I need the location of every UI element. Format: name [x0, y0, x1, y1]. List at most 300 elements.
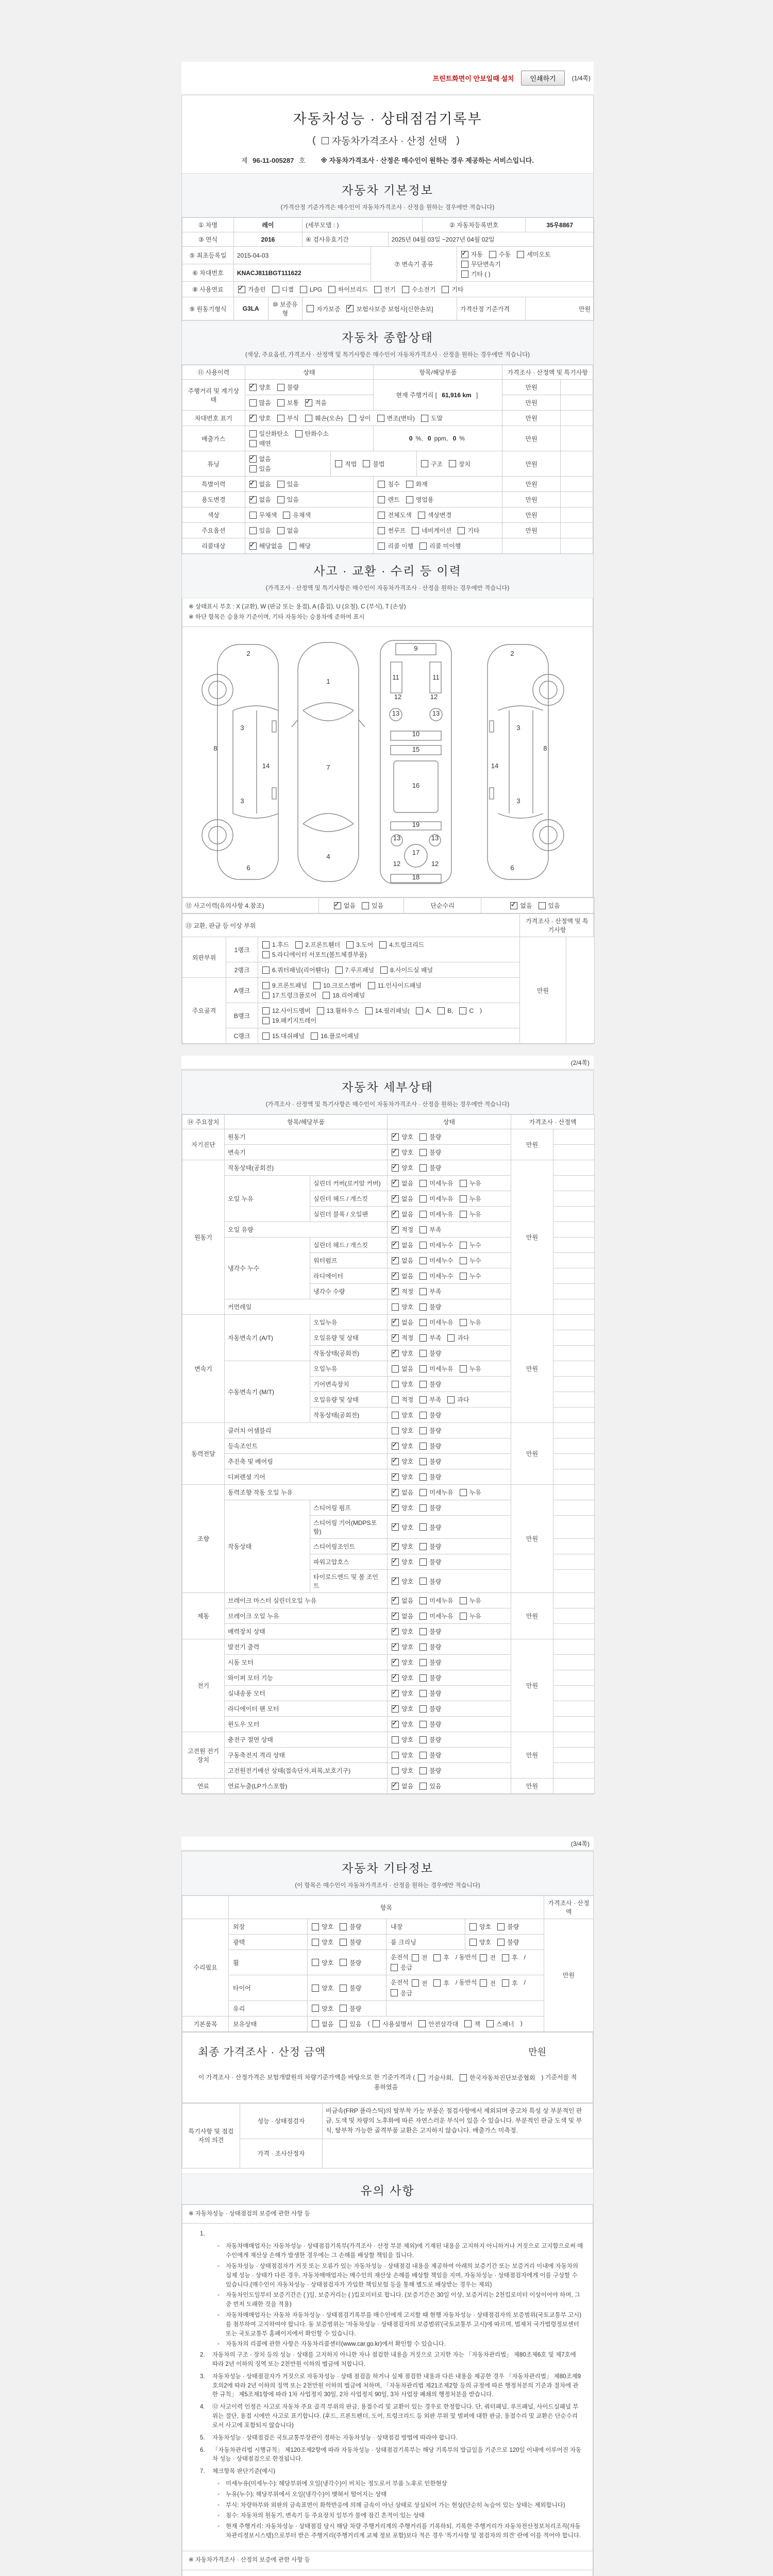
checkbox-option[interactable] — [392, 1704, 413, 1713]
memo-cell — [553, 1299, 595, 1315]
memo-cell — [553, 1454, 595, 1469]
checkbox-option[interactable] — [392, 1380, 413, 1388]
state-cell — [416, 451, 502, 477]
checkbox-option[interactable] — [249, 414, 271, 422]
print-button[interactable]: 인쇄하기 — [521, 71, 564, 86]
checkbox-option[interactable] — [378, 526, 406, 535]
subitem-label: 실린더 헤드 / 개스킷 — [310, 1191, 388, 1207]
checkbox-option[interactable] — [365, 1006, 410, 1015]
checkbox-option[interactable] — [277, 495, 299, 504]
checkbox-option[interactable] — [392, 1210, 413, 1218]
checkbox-option[interactable] — [461, 250, 483, 259]
checkbox-option[interactable] — [460, 1256, 481, 1265]
checkbox-option[interactable] — [249, 398, 271, 407]
note-number: 6. — [200, 2447, 205, 2453]
checkbox-label: 3.도어 — [356, 941, 374, 949]
checkbox-option[interactable] — [317, 1006, 359, 1015]
checkbox-option[interactable] — [249, 526, 271, 535]
checkbox-icon — [262, 951, 270, 958]
item-label: 냉각수 누수 — [225, 1238, 310, 1299]
checkbox-option[interactable] — [323, 991, 365, 999]
checkbox-option[interactable] — [419, 1642, 441, 1651]
checkbox-option[interactable] — [377, 414, 415, 422]
checkbox-option[interactable] — [449, 460, 470, 468]
checkbox-option[interactable] — [391, 1963, 412, 1972]
checkbox-option[interactable] — [460, 1241, 481, 1249]
emission-values — [374, 426, 502, 451]
checkbox-option[interactable] — [249, 439, 271, 448]
checkbox-option[interactable] — [262, 1016, 316, 1025]
checkbox-icon — [469, 1939, 477, 1946]
checkbox-option[interactable] — [392, 1523, 413, 1532]
checkbox-option[interactable] — [458, 526, 479, 535]
checkbox-icon — [277, 384, 284, 391]
checkbox-option[interactable] — [312, 2004, 333, 2013]
checkbox-option[interactable] — [392, 1782, 413, 1790]
checkbox-option[interactable] — [502, 1953, 518, 1962]
checkbox-option[interactable] — [442, 285, 463, 294]
state-cell — [245, 380, 374, 395]
checkbox-option[interactable] — [295, 940, 340, 949]
checkbox-option[interactable] — [419, 1194, 453, 1203]
checkbox-option[interactable] — [340, 1958, 361, 1967]
checkbox-option[interactable] — [419, 1163, 441, 1172]
col-header-blank — [182, 1896, 229, 1919]
checkbox-icon — [238, 286, 245, 293]
checkbox-option[interactable] — [419, 1179, 453, 1188]
checkbox-option[interactable] — [419, 1751, 441, 1759]
checkbox-option[interactable] — [346, 304, 433, 313]
checkbox-icon — [419, 1659, 427, 1666]
checkbox-option[interactable] — [249, 383, 271, 392]
checkbox-option[interactable] — [313, 981, 362, 990]
checkbox-option[interactable] — [412, 1953, 428, 1962]
checkbox-option[interactable] — [392, 1596, 413, 1605]
checkbox-option[interactable] — [392, 1132, 413, 1141]
checkbox-option[interactable] — [497, 1922, 519, 1931]
checkbox-option[interactable] — [419, 1210, 453, 1218]
checkbox-option[interactable] — [277, 480, 299, 488]
checkbox-icon — [419, 1350, 427, 1357]
checkbox-option[interactable] — [378, 495, 399, 504]
checkbox-option[interactable] — [419, 1442, 441, 1450]
checkbox-icon — [249, 496, 257, 503]
checkbox-option[interactable] — [418, 511, 451, 519]
state-cell — [388, 1701, 511, 1717]
checkbox-option[interactable] — [374, 285, 396, 294]
checkbox-option[interactable] — [312, 1938, 333, 1946]
checkbox-option[interactable] — [392, 1225, 413, 1234]
checkbox-option[interactable] — [392, 1557, 413, 1566]
checkbox-option[interactable] — [460, 1179, 481, 1188]
checkbox-option[interactable] — [249, 464, 271, 473]
checkbox-option[interactable] — [340, 1938, 361, 1946]
checkbox-label: 13.휠하우스 — [326, 1007, 359, 1015]
checkbox-option[interactable] — [497, 1938, 519, 1946]
reg-no-label: ② 자동차등록번호 — [423, 218, 526, 232]
checkbox-option[interactable] — [392, 1395, 413, 1404]
checkbox-icon — [392, 1288, 399, 1295]
rank-label: 2랭크 — [226, 962, 258, 978]
base-price-label: 가격산정 기준가격 — [457, 297, 525, 320]
checkbox-option[interactable] — [335, 965, 374, 974]
checkbox-option[interactable] — [312, 1922, 333, 1931]
service-note: ※ 자동차가격조사 · 산정은 매수인이 원하는 경우 제공하는 서비스입니다. — [321, 157, 534, 164]
checkbox-icon — [317, 1007, 324, 1014]
checkbox-option[interactable] — [392, 1612, 413, 1620]
car-name-label: ① 차명 — [182, 218, 234, 232]
status-code-legend — [182, 598, 593, 627]
checkbox-option[interactable] — [419, 1472, 441, 1481]
checkbox-option[interactable] — [460, 1318, 481, 1327]
checkbox-option[interactable] — [277, 398, 299, 407]
memo-cell — [553, 1686, 595, 1701]
checkbox-option[interactable] — [392, 1287, 413, 1296]
misc-cell — [229, 2001, 308, 2016]
note-sub-item — [217, 2522, 583, 2541]
checkbox-option[interactable] — [419, 1457, 441, 1466]
checkbox-option[interactable] — [392, 1148, 413, 1157]
checkbox-option[interactable] — [419, 1577, 441, 1586]
checkbox-option[interactable] — [502, 1979, 518, 1988]
checkbox-option[interactable] — [392, 1194, 413, 1203]
checkbox-option[interactable] — [249, 495, 271, 504]
memo-cell — [560, 395, 593, 411]
checkbox-icon — [460, 1211, 467, 1218]
checkbox-option[interactable] — [392, 1442, 413, 1450]
checkbox-option[interactable] — [461, 269, 491, 278]
checkbox-option[interactable] — [380, 965, 433, 974]
checkbox-option[interactable] — [419, 1225, 441, 1234]
checkbox-option[interactable] — [392, 1256, 413, 1265]
checkbox-option[interactable] — [419, 1256, 453, 1265]
checkbox-option[interactable] — [334, 901, 356, 910]
checkbox-option[interactable] — [340, 2004, 361, 2013]
checkbox-option[interactable] — [419, 1612, 453, 1620]
checkbox-icon — [459, 1007, 466, 1014]
checkbox-option[interactable] — [460, 1488, 481, 1497]
checkbox-option[interactable] — [238, 285, 266, 294]
checkbox-option[interactable] — [392, 1689, 413, 1698]
diagram-part-number: 11 — [432, 673, 440, 682]
checkbox-label: 불량 — [349, 1985, 362, 1992]
note-item — [200, 2403, 583, 2430]
checkbox-option[interactable] — [460, 1272, 481, 1280]
checkbox-option[interactable] — [295, 429, 329, 438]
checkbox-icon — [419, 1473, 427, 1481]
checkbox-option[interactable] — [289, 541, 311, 550]
checkbox-option[interactable] — [392, 1577, 413, 1586]
checkbox-option[interactable] — [262, 991, 316, 999]
checkbox-option[interactable] — [378, 541, 413, 550]
checkbox-option[interactable] — [328, 285, 368, 294]
checkbox-option[interactable] — [340, 2020, 361, 2028]
checkbox-label: 불량 — [429, 1350, 442, 1358]
checkbox-option[interactable] — [459, 1007, 474, 1014]
checkbox-option[interactable] — [469, 1938, 491, 1946]
checkbox-option[interactable] — [460, 1596, 481, 1605]
checkbox-option[interactable] — [447, 1333, 469, 1342]
checkbox-option[interactable] — [419, 1318, 453, 1327]
checkbox-option[interactable] — [419, 1148, 441, 1157]
checkbox-option[interactable] — [419, 1411, 441, 1419]
checkbox-option[interactable] — [419, 1426, 441, 1435]
checkbox-option[interactable] — [392, 1751, 413, 1759]
caution-notes-1 — [182, 2205, 593, 2551]
checkbox-option[interactable] — [392, 1272, 413, 1280]
checkbox-label: 안전삼각대 — [428, 2020, 459, 2028]
checkbox-option[interactable] — [392, 1349, 413, 1358]
checkbox-label: 양호 — [401, 1164, 414, 1172]
checkbox-option[interactable] — [419, 1673, 441, 1682]
checkbox-option[interactable] — [368, 981, 422, 990]
checkbox-option[interactable] — [419, 1287, 441, 1296]
checkbox-option[interactable] — [419, 1380, 441, 1388]
checkbox-option[interactable] — [249, 541, 283, 550]
checkbox-option[interactable] — [419, 1302, 441, 1311]
checkbox-option[interactable] — [419, 1704, 441, 1713]
checkbox-option[interactable] — [392, 1472, 413, 1481]
checkbox-option[interactable] — [438, 1007, 453, 1014]
checkbox-option[interactable] — [379, 940, 424, 949]
checkbox-option[interactable] — [419, 1272, 453, 1280]
checkbox-option[interactable] — [392, 1658, 413, 1667]
checkbox-option[interactable] — [419, 1488, 453, 1497]
checkbox-icon — [391, 1964, 398, 1971]
item-label: 커먼레일 — [225, 1299, 388, 1315]
checkbox-icon — [419, 1180, 427, 1187]
checkbox-option[interactable] — [419, 1766, 441, 1775]
form-page-1 — [181, 95, 594, 1044]
checkbox-option[interactable] — [419, 1523, 441, 1532]
checkbox-option[interactable] — [421, 460, 443, 468]
checkbox-option[interactable] — [419, 1542, 441, 1551]
state-cell — [331, 451, 417, 477]
exchange-price-header: 가격조사 · 산정액 및 특기사항 — [520, 914, 595, 937]
checkbox-label: 양호 — [322, 1959, 334, 1967]
checkbox-icon — [249, 399, 257, 406]
checkbox-option[interactable] — [392, 1673, 413, 1682]
checkbox-option[interactable] — [392, 1766, 413, 1775]
checkbox-option[interactable] — [311, 1031, 359, 1040]
checkbox-icon — [460, 1242, 467, 1249]
memo-cell — [560, 477, 593, 492]
col-header: 가격조사 · 산정액 — [511, 1115, 595, 1129]
checkbox-option[interactable] — [412, 1979, 428, 1988]
checkbox-option[interactable] — [489, 250, 511, 259]
checkbox-option[interactable] — [419, 1627, 441, 1636]
checkbox-icon — [392, 1381, 399, 1388]
checkbox-option[interactable] — [262, 950, 367, 959]
checkbox-option[interactable] — [480, 1979, 496, 1988]
checkbox-option[interactable] — [249, 480, 271, 488]
checkbox-option[interactable] — [249, 429, 289, 438]
checkbox-option[interactable] — [461, 260, 501, 268]
checkbox-option[interactable] — [392, 1627, 413, 1636]
checkbox-option[interactable] — [419, 1557, 441, 1566]
bullet-icon: ◦ — [217, 2502, 220, 2509]
print-install-hint: 프린트화면이 안보일때 설치 — [432, 74, 514, 82]
checkbox-icon — [392, 1578, 399, 1585]
checkbox-label: 디젤 — [281, 286, 294, 293]
checkbox-option[interactable] — [419, 1596, 453, 1605]
checkbox-option[interactable] — [419, 1349, 441, 1358]
checkbox-option[interactable] — [277, 383, 299, 392]
checkbox-option[interactable] — [262, 1006, 311, 1015]
checkbox-option[interactable] — [416, 1007, 431, 1014]
checkbox-option[interactable] — [460, 1194, 481, 1203]
checkbox-label: 누유 — [469, 1319, 481, 1327]
section-title: 자동차 기타정보 — [342, 1861, 433, 1875]
state-cell — [388, 1238, 511, 1253]
checkbox-option[interactable] — [249, 511, 277, 519]
checkbox-option[interactable] — [392, 1163, 413, 1172]
checkbox-icon — [322, 137, 329, 144]
checkbox-option[interactable] — [419, 1333, 441, 1342]
checkbox-option[interactable] — [346, 940, 373, 949]
checkbox-option[interactable] — [363, 460, 384, 468]
checkbox-option[interactable] — [312, 2020, 333, 2028]
checkbox-option[interactable] — [539, 901, 560, 910]
misc-cell — [229, 1935, 308, 1950]
checkbox-option[interactable] — [469, 1922, 491, 1931]
checkbox-option[interactable] — [447, 1395, 469, 1404]
simple-repair-label: 단순수리 — [404, 898, 481, 913]
checkbox-option[interactable] — [378, 511, 411, 519]
checkbox-option[interactable] — [262, 965, 329, 974]
checkbox-option[interactable] — [419, 1241, 453, 1249]
checkbox-icon — [373, 2020, 380, 2027]
checkbox-option[interactable] — [277, 526, 299, 535]
checkbox-option[interactable] — [349, 414, 371, 422]
checkbox-label: 없음 — [343, 902, 356, 910]
checkbox-option[interactable] — [362, 901, 383, 910]
checkbox-option[interactable] — [262, 940, 289, 949]
checkbox-option[interactable] — [419, 1720, 441, 1728]
checkbox-icon — [418, 2020, 426, 2027]
checkbox-option[interactable] — [378, 480, 399, 488]
checkbox-option[interactable] — [480, 1953, 496, 1962]
checkbox-option[interactable] — [464, 2020, 480, 2028]
checkbox-option[interactable] — [460, 2073, 535, 2082]
checkbox-option[interactable] — [392, 1411, 413, 1419]
checkbox-option[interactable] — [262, 1031, 305, 1040]
checkbox-option[interactable] — [307, 304, 340, 313]
checkbox-option[interactable] — [391, 1989, 412, 1997]
checkbox-option[interactable] — [517, 250, 550, 259]
checkbox-option[interactable] — [460, 1612, 481, 1620]
checkbox-option[interactable] — [418, 2073, 453, 2082]
checkbox-option[interactable] — [510, 901, 532, 910]
misc-group-label: 기본품목 — [182, 2016, 229, 2031]
checkbox-option[interactable] — [419, 1395, 441, 1404]
checkbox-option[interactable] — [392, 1318, 413, 1327]
checkbox-icon — [460, 1365, 467, 1372]
checkbox-option[interactable] — [421, 414, 443, 422]
checkbox-option[interactable] — [277, 414, 299, 422]
checkbox-icon — [460, 1489, 467, 1496]
checkbox-icon — [249, 430, 257, 437]
checkbox-label: 미세누수 — [429, 1242, 453, 1249]
checkbox-option[interactable] — [373, 2020, 412, 2028]
checkbox-option[interactable] — [322, 133, 447, 147]
checkbox-option[interactable] — [402, 285, 435, 294]
checkbox-option[interactable] — [419, 1364, 453, 1373]
checkbox-option[interactable] — [392, 1503, 413, 1512]
checkbox-option[interactable] — [312, 1958, 333, 1967]
checkbox-option[interactable] — [392, 1642, 413, 1651]
checkbox-option[interactable] — [272, 285, 294, 294]
checkbox-option[interactable] — [340, 1922, 361, 1931]
checkbox-option[interactable] — [433, 1979, 449, 1988]
checkbox-option[interactable] — [460, 1210, 481, 1218]
checkbox-option[interactable] — [460, 1364, 481, 1373]
checkbox-icon — [461, 270, 468, 278]
checkbox-label: 없음 — [401, 1319, 414, 1327]
checkbox-option[interactable] — [419, 1132, 441, 1141]
rank-label: B랭크 — [226, 1003, 258, 1028]
checkbox-option[interactable] — [419, 1658, 441, 1667]
checkbox-option[interactable] — [419, 541, 461, 550]
checkbox-option[interactable] — [335, 460, 357, 468]
checkbox-option[interactable] — [305, 398, 327, 407]
checkbox-option[interactable] — [406, 480, 428, 488]
checkbox-label: 불량 — [429, 1752, 442, 1759]
checkbox-icon — [419, 1643, 427, 1651]
checkbox-option[interactable] — [486, 2020, 514, 2028]
checkbox-option[interactable] — [300, 286, 322, 293]
checkbox-option[interactable] — [392, 1720, 413, 1728]
checkbox-option[interactable] — [406, 495, 434, 504]
checkbox-option[interactable] — [283, 511, 311, 519]
item-label: 충전구 절연 상태 — [225, 1732, 388, 1748]
checkbox-option[interactable] — [419, 1735, 441, 1744]
subitem-label: 오일누유 — [310, 1315, 388, 1330]
checkbox-icon — [391, 1989, 398, 1996]
checkbox-option[interactable] — [340, 1984, 361, 1992]
checkbox-label: 7.루프패널 — [345, 967, 375, 974]
checkbox-option[interactable] — [392, 1333, 413, 1342]
checkbox-option[interactable] — [433, 1953, 449, 1962]
checkbox-option[interactable] — [312, 1984, 333, 1992]
checkbox-option[interactable] — [392, 1457, 413, 1466]
memo-cell — [553, 1423, 595, 1438]
checkbox-icon — [392, 1628, 399, 1635]
year-label: ③ 연식 — [182, 232, 234, 247]
checkbox-option[interactable] — [392, 1302, 413, 1311]
checkbox-option[interactable] — [262, 981, 307, 990]
checkbox-option[interactable] — [418, 2020, 458, 2028]
checkbox-label: 없음 — [401, 1365, 414, 1373]
checkbox-option[interactable] — [392, 1364, 413, 1373]
note-sub-item — [217, 2242, 583, 2261]
checkbox-option[interactable] — [419, 1782, 441, 1790]
checkbox-option[interactable] — [392, 1542, 413, 1551]
checkbox-option[interactable] — [412, 526, 451, 535]
checkbox-option[interactable] — [419, 1503, 441, 1512]
checkbox-option[interactable] — [392, 1241, 413, 1249]
checkbox-label: 9.프론트패널 — [272, 982, 307, 990]
checkbox-option[interactable] — [392, 1735, 413, 1744]
checkbox-option[interactable] — [392, 1179, 413, 1188]
checkbox-icon — [374, 286, 381, 293]
checkbox-option[interactable] — [419, 1689, 441, 1698]
checkbox-option[interactable] — [392, 1426, 413, 1435]
checkbox-option[interactable] — [305, 414, 343, 422]
checkbox-label: 전 — [421, 1979, 428, 1987]
checkbox-option[interactable] — [249, 454, 271, 463]
checkbox-option[interactable] — [392, 1488, 413, 1497]
